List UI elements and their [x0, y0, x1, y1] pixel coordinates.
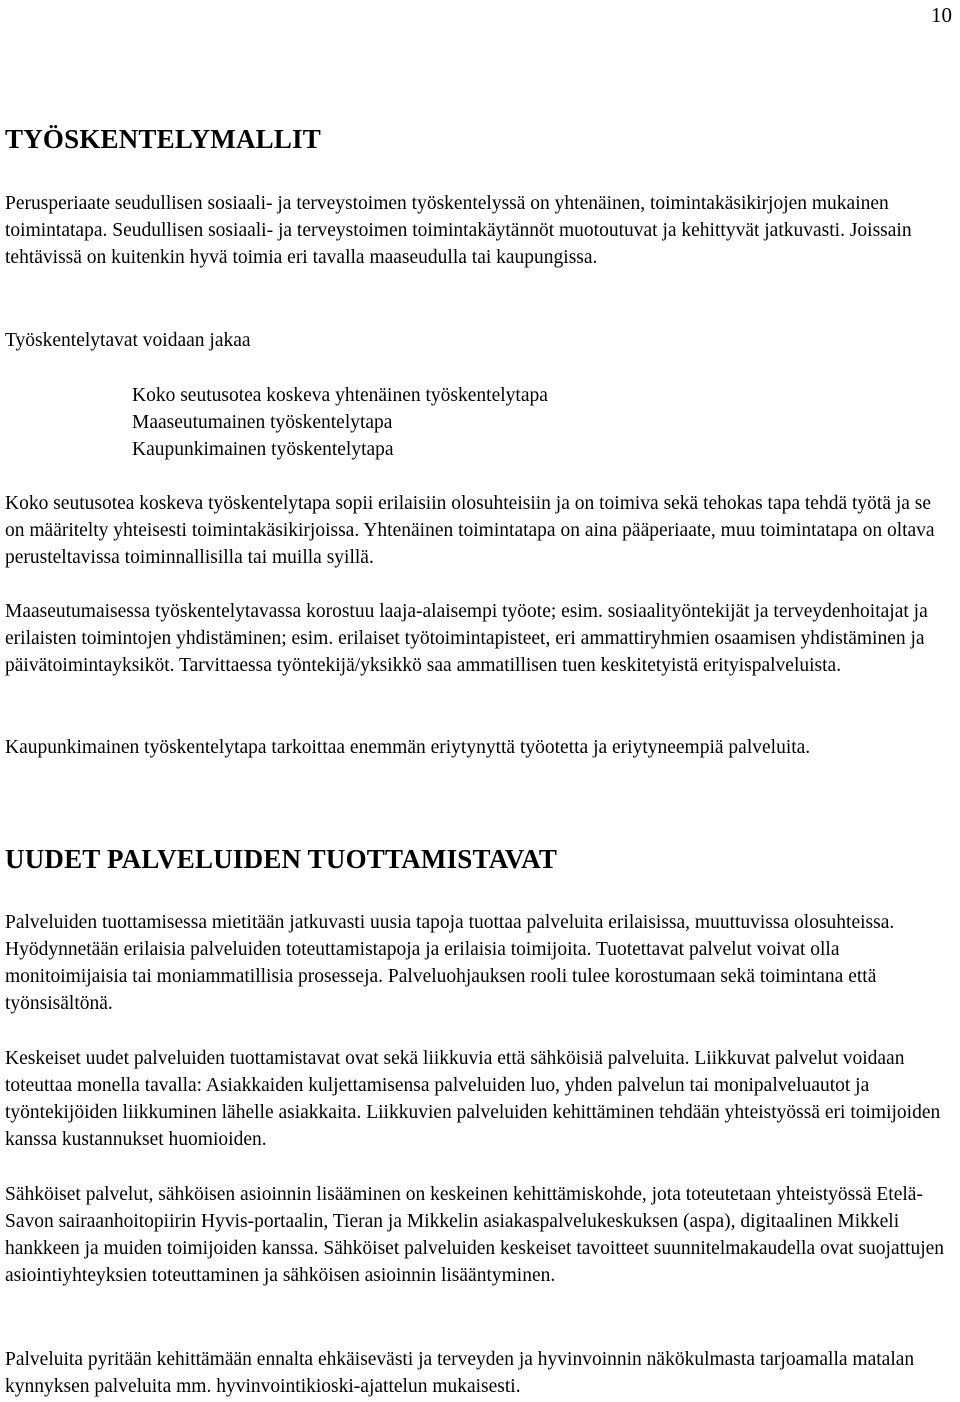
list-item: Koko seutusotea koskeva yhtenäinen työskentelytapa: [132, 385, 548, 406]
section-heading-uudet-palvelut: UUDET PALVELUIDEN TUOTTAMISTAVAT: [5, 844, 558, 874]
paragraph-sahkoiset: Sähköiset palvelut, sähköisen asioinnin lisääminen on keskeinen kehittämiskohde, jota toteutetaan yhteistyössä Etelä-Savon sairaanhoitopiirin Hyvis-portaalin, Tieran ja Mikkelin asiakaspalvelukeskuksen (aspa), digitaalinen Mikkeli hankkeen ja muiden toimijoiden kanssa. Sähköiset palveluiden keskeiset tavoitteet suunnitelmakaudella ovat suojattujen asiointiyhteyksien toteuttaminen ja sähköisen asioinnin lisääntyminen.: [5, 1184, 945, 1286]
page-number: 10: [931, 3, 952, 27]
methods-list: [5, 382, 548, 463]
paragraph-lead: Työskentelytavat voidaan jakaa: [5, 330, 251, 351]
paragraph-kaupunki: Kaupunkimainen työskentelytapa tarkoittaa enemmän eriytynyttä työotetta ja eriytyneempiä palveluita.: [5, 737, 811, 758]
paragraph-palvelut: Palveluiden tuottamisessa mietitään jatkuvasti uusia tapoja tuottaa palveluita erilaisissa, muuttuvissa olosuhteissa. Hyödynnetään erilaisia palveluiden toteuttamistapoja ja erilaisia toimijoita. Tuotettavat palvelut voivat olla monitoimijaisia tai moniammatillisia prosesseja. Palveluohjauksen rooli tulee korostumaan sekä toimintana että työnsisältönä.: [5, 912, 895, 1014]
paragraph-liikkuvat: Keskeiset uudet palveluiden tuottamistavat ovat sekä liikkuvia että sähköisiä palveluita. Liikkuvat palvelut voidaan toteuttaa monella tavalla: Asiakkaiden kuljettamisensa palveluiden luo, yhden palvelun tai monipalveluautot ja työntekijöiden liikkuminen lähelle asiakkaita. Liikkuvien palveluiden kehittäminen tehdään yhteistyössä eri toimijoiden kanssa kustannukset huomioiden.: [5, 1048, 941, 1150]
list-item: Kaupunkimainen työskentelytapa: [132, 439, 394, 460]
list-item: Maaseutumainen työskentelytapa: [132, 412, 393, 433]
paragraph-ennalta: Palveluita pyritään kehittämään ennalta ehkäisevästi ja terveyden ja hyvinvoinnin näkökulmasta tarjoamalla matalan kynnyksen palveluita mm. hyvinvointikioski-ajattelun mukaisesti.: [5, 1349, 915, 1397]
paragraph-intro: Perusperiaate seudullisen sosiaali- ja terveystoimen työskentelyssä on yhtenäinen, toimintakäsikirjojen mukainen toimintatapa. Seudullisen sosiaali- ja terveystoimen toimintakäytännöt muotoutuvat ja kehittyvät jatkuvasti. Joissain tehtävissä on kuitenkin hyvä toimia eri tavalla maaseudulla tai kaupungissa.: [5, 193, 912, 268]
paragraph-koko-seutu: Koko seutusotea koskeva työskentelytapa sopii erilaisiin olosuhteisiin ja on toimiva sekä tehokas tapa tehdä työtä ja se on määritelty yhteisesti toimintakäsikirjoissa. Yhtenäinen toimintatapa on aina pääperiaate, muu toimintatapa on oltava perusteltavissa toiminnallisilla tai muilla syillä.: [5, 493, 935, 568]
paragraph-maaseutu: Maaseutumaisessa työskentelytavassa korostuu laaja-alaisempi työote; esim. sosiaalityöntekijät ja terveydenhoitajat ja erilaisten toimintojen yhdistäminen; esim. erilaiset työtoimintapisteet, eri ammattiryhmien osaamisen yhdistäminen ja päivätoimintayksiköt. Tarvittaessa työntekijä/yksikkö saa ammatillisen tuen keskitetyistä erityispalveluista.: [5, 601, 928, 676]
section-heading-tyoskentelymallit: TYÖSKENTELYMALLIT: [5, 124, 321, 154]
